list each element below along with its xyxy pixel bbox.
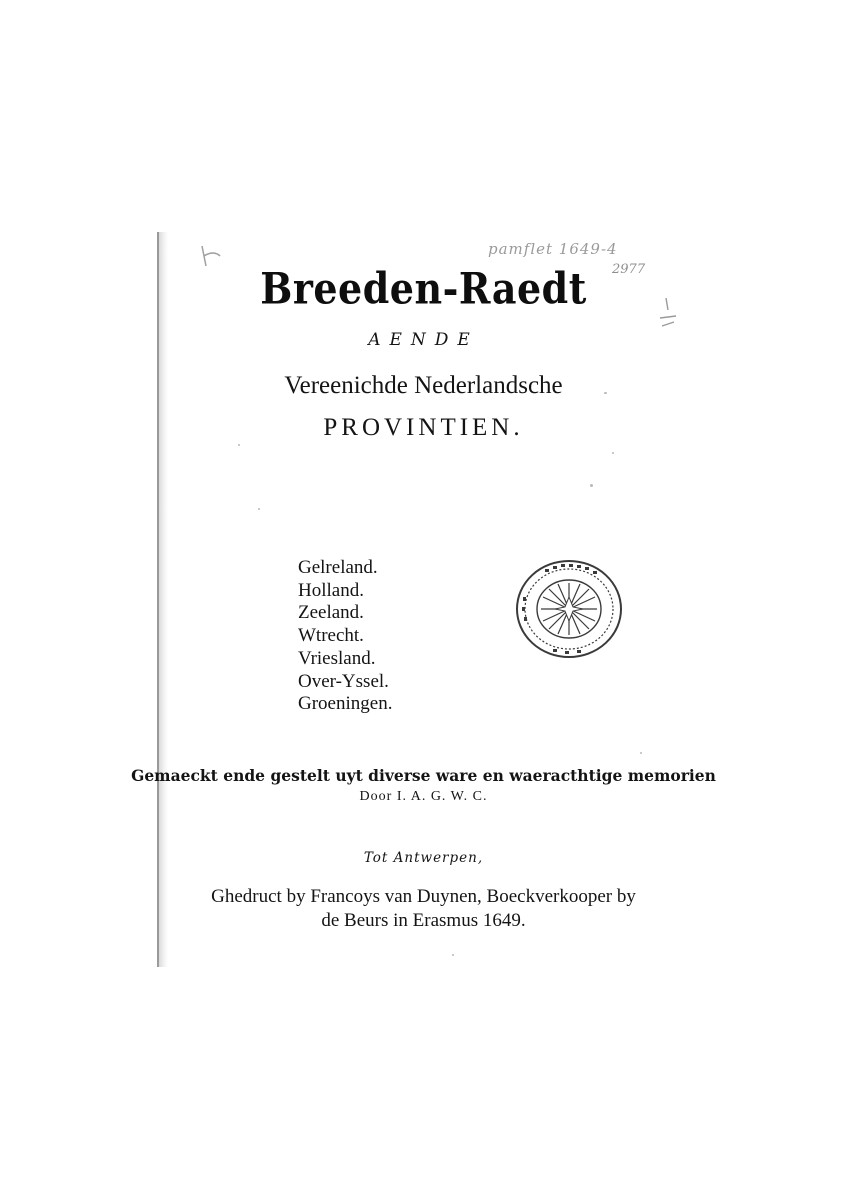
- subtitle: Vereenichde Nederlandsche: [284, 372, 563, 399]
- province-item: Holland.: [298, 579, 364, 601]
- province-item: Vriesland.: [298, 647, 376, 669]
- main-title: Breeden-Raedt: [260, 263, 587, 314]
- provintien-heading: PROVINTIEN.: [323, 414, 524, 441]
- paper-speck: [640, 752, 642, 754]
- province-item: Wtrecht.: [298, 625, 364, 647]
- printer-line-1: Ghedruct by Francoys van Duynen, Boeckverkooper by: [211, 886, 636, 907]
- library-stamp-icon: [513, 557, 625, 661]
- paper-speck: [258, 508, 260, 510]
- handwritten-note: pamflet 1649-4: [488, 240, 618, 258]
- paper-speck: [590, 484, 593, 487]
- province-list: [298, 557, 392, 716]
- province-item: Zeeland.: [298, 602, 364, 624]
- author-line: Door I. A. G. W. C.: [359, 789, 488, 804]
- province-item: Over-Yssel.: [298, 670, 389, 692]
- paper-speck: [452, 954, 454, 956]
- printer-line-2: de Beurs in Erasmus 1649.: [321, 910, 526, 931]
- paper-speck: [238, 444, 240, 446]
- aende-line: AENDE: [368, 330, 479, 350]
- place-line: Tot Antwerpen,: [363, 850, 484, 866]
- province-item: Gelreland.: [298, 557, 378, 578]
- province-item: Groeningen.: [298, 693, 393, 715]
- shelf-mark: 2977: [612, 262, 646, 277]
- paper-speck: [612, 452, 614, 454]
- made-by-line: Gemaeckt ende gestelt uyt diverse ware en waeracthtige memorien: [131, 766, 716, 785]
